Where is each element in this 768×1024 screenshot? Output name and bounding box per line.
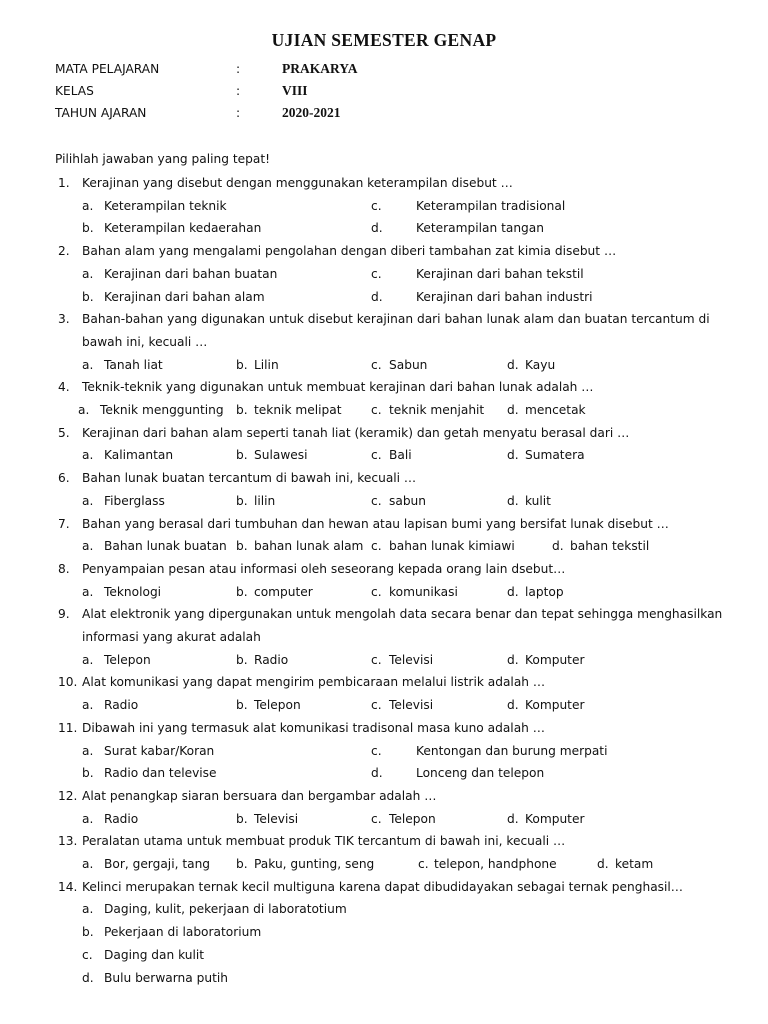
question-text: Peralatan utama untuk membuat produk TIK tercantum di bawah ini, kecuali … <box>82 834 566 849</box>
question-number: 4. <box>58 380 70 395</box>
option-text: telepon, handphone <box>434 857 557 871</box>
option-letter: d. <box>507 357 519 372</box>
option-letter: d. <box>507 811 519 826</box>
question-text: Alat komunikasi yang dapat mengirim pembicaraan melalui listrik adalah … <box>82 675 546 690</box>
option-text: teknik melipat <box>254 403 342 417</box>
question-text: Kelinci merupakan ternak kecil multiguna karena dapat dibudidayakan sebagai ternak penghasil… <box>82 879 683 894</box>
option-letter: b. <box>236 584 248 599</box>
option-text: Keterampilan tangan <box>416 221 544 236</box>
meta-colon: : <box>236 62 241 76</box>
option-text: Keterampilan tradisional <box>416 198 566 213</box>
meta-value: VIII <box>282 83 308 98</box>
option-letter: a. <box>82 902 94 917</box>
option-text: Sabun <box>389 357 428 372</box>
option-letter: d. <box>507 698 519 713</box>
option-letter: c. <box>82 947 93 962</box>
question-number: 6. <box>58 471 70 486</box>
option-text: Televisi <box>389 698 434 713</box>
option-text: Telepon <box>254 698 301 713</box>
option-letter: d. <box>507 448 519 463</box>
question-number: 12. <box>58 788 78 803</box>
option-text: Sumatera <box>525 448 585 463</box>
option-text: Bulu berwarna putih <box>104 970 228 985</box>
option-letter: a. <box>82 811 94 826</box>
option-letter: c. <box>371 266 382 281</box>
option-text: bahan lunak alam <box>254 539 364 554</box>
question-text: Teknik-teknik yang digunakan untuk membuat kerajinan dari bahan lunak adalah … <box>82 380 594 395</box>
option-letter: c. <box>371 698 382 713</box>
question-text: informasi yang akurat adalah <box>82 630 261 644</box>
question-text: Bahan alam yang mengalami pengolahan dengan diberi tambahan zat kimia disebut … <box>82 244 617 259</box>
exam-title: UJIAN SEMESTER GENAP <box>271 30 497 50</box>
option-text: kulit <box>525 493 551 508</box>
option-letter: a. <box>82 357 94 372</box>
option-letter: c. <box>371 584 382 599</box>
option-letter: a. <box>78 403 90 417</box>
question-text: Kerajinan dari bahan alam seperti tanah liat (keramik) dan getah menyatu berasal dari … <box>82 425 630 440</box>
option-text: Sulawesi <box>254 448 308 463</box>
option-letter: b. <box>236 811 248 826</box>
question-number: 9. <box>58 607 70 622</box>
question-text: Kerajinan yang disebut dengan menggunakan keterampilan disebut … <box>82 176 513 190</box>
option-text: Radio <box>104 811 139 826</box>
meta-value: PRAKARYA <box>282 61 358 76</box>
meta-label: MATA PELAJARAN <box>55 62 160 76</box>
option-letter: c. <box>371 448 382 463</box>
option-letter: d. <box>371 221 383 236</box>
option-text: Teknik menggunting <box>100 403 224 417</box>
question-number: 5. <box>58 425 70 440</box>
option-letter: a. <box>82 266 94 281</box>
meta-value: 2020-2021 <box>282 105 341 120</box>
option-letter: b. <box>236 857 248 871</box>
option-letter: b. <box>236 698 248 713</box>
option-letter: a. <box>82 652 94 667</box>
question-number: 11. <box>58 720 78 735</box>
option-text: Keterampilan kedaerahan <box>104 221 262 236</box>
option-text: laptop <box>525 584 564 599</box>
meta-label: TAHUN AJARAN <box>55 106 147 120</box>
option-letter: c. <box>371 652 382 667</box>
option-letter: b. <box>82 289 94 304</box>
option-text: mencetak <box>525 403 586 417</box>
option-text: Bahan lunak buatan <box>104 539 227 554</box>
option-text: bahan tekstil <box>570 539 650 554</box>
option-text: Bali <box>389 448 412 463</box>
option-text: Telepon <box>389 811 436 826</box>
option-text: Televisi <box>389 652 434 667</box>
option-letter: b. <box>82 925 94 940</box>
question-text: Alat elektronik yang dipergunakan untuk mengolah data secara benar dan tepat sehingga menghasilkan <box>82 607 723 622</box>
question-text: Bahan yang berasal dari tumbuhan dan hewan atau lapisan bumi yang bersifat lunak disebut … <box>82 516 669 531</box>
option-text: Teknologi <box>104 584 162 599</box>
question-number: 14. <box>58 879 78 894</box>
option-text: Lonceng dan telepon <box>416 766 545 781</box>
option-text: Radio <box>254 652 289 667</box>
option-letter: a. <box>82 743 94 758</box>
option-letter: d. <box>507 652 519 667</box>
option-letter: b. <box>236 493 248 508</box>
option-letter: b. <box>82 766 94 781</box>
option-letter: b. <box>236 448 248 463</box>
option-text: Kerajinan dari bahan alam <box>104 289 265 304</box>
option-text: Kalimantan <box>104 448 174 463</box>
question-number: 8. <box>58 561 70 576</box>
question-number: 2. <box>58 244 70 259</box>
option-text: Bor, gergaji, tang <box>104 857 211 871</box>
question-number: 13. <box>58 834 78 849</box>
option-text: Komputer <box>525 652 585 667</box>
option-letter: c. <box>371 357 382 372</box>
option-letter: a. <box>82 448 94 463</box>
option-letter: c. <box>371 539 382 554</box>
option-letter: b. <box>82 221 94 236</box>
option-text: Radio <box>104 698 139 713</box>
option-text: Fiberglass <box>104 493 165 508</box>
option-text: Televisi <box>254 811 299 826</box>
option-text: Keterampilan teknik <box>104 198 227 213</box>
option-text: Radio dan televise <box>104 766 217 781</box>
option-text: Kerajinan dari bahan tekstil <box>416 266 584 281</box>
option-letter: c. <box>371 743 382 758</box>
option-text: lilin <box>254 493 276 508</box>
option-text: Paku, gunting, seng <box>254 857 375 871</box>
question-text: Penyampaian pesan atau informasi oleh seseorang kepada orang lain dsebut… <box>82 561 566 576</box>
option-text: Telepon <box>104 652 151 667</box>
option-text: Kerajinan dari bahan industri <box>416 289 593 304</box>
option-text: Daging dan kulit <box>104 947 205 962</box>
question-number: 7. <box>58 516 70 531</box>
option-letter: d. <box>371 289 383 304</box>
option-letter: b. <box>236 652 248 667</box>
option-text: Komputer <box>525 811 585 826</box>
instruction-text: Pilihlah jawaban yang paling tepat! <box>55 152 270 166</box>
question-text: Bahan-bahan yang digunakan untuk disebut kerajinan dari bahan lunak alam dan buatan tercantum di <box>82 312 710 327</box>
option-letter: b. <box>236 539 248 554</box>
option-text: Tanah liat <box>104 357 163 372</box>
option-letter: d. <box>507 403 519 417</box>
meta-colon: : <box>236 106 241 120</box>
option-letter: a. <box>82 698 94 713</box>
question-text: Bahan lunak buatan tercantum di bawah ini, kecuali … <box>82 471 417 486</box>
option-text: Kerajinan dari bahan buatan <box>104 266 278 281</box>
option-letter: d. <box>507 584 519 599</box>
meta-colon: : <box>236 84 241 98</box>
option-letter: a. <box>82 539 94 554</box>
option-text: computer <box>254 584 313 599</box>
option-letter: c. <box>371 403 382 417</box>
option-letter: a. <box>82 198 94 213</box>
option-text: bahan lunak kimiawi <box>389 539 515 554</box>
question-number: 3. <box>58 312 70 327</box>
option-text: Komputer <box>525 698 585 713</box>
question-text: Alat penangkap siaran bersuara dan bergambar adalah … <box>82 788 437 803</box>
option-letter: d. <box>552 539 564 554</box>
option-letter: d. <box>507 493 519 508</box>
option-text: komunikasi <box>389 584 458 599</box>
option-text: Kayu <box>525 357 556 372</box>
option-letter: b. <box>236 403 248 417</box>
option-text: sabun <box>389 493 427 508</box>
option-letter: a. <box>82 584 94 599</box>
option-letter: a. <box>82 493 94 508</box>
option-letter: c. <box>418 857 429 871</box>
question-text: Dibawah ini yang termasuk alat komunikasi tradisonal masa kuno adalah … <box>82 720 545 735</box>
question-text: bawah ini, kecuali … <box>82 334 208 349</box>
option-letter: c. <box>371 198 382 213</box>
option-text: Daging, kulit, pekerjaan di laboratotium <box>104 902 347 917</box>
option-letter: c. <box>371 811 382 826</box>
meta-label: KELAS <box>55 84 94 98</box>
option-text: Surat kabar/Koran <box>104 743 215 758</box>
option-letter: c. <box>371 493 382 508</box>
option-text: ketam <box>615 857 654 871</box>
option-letter: d. <box>82 970 94 985</box>
question-number: 1. <box>58 176 70 190</box>
option-letter: b. <box>236 357 248 372</box>
option-letter: d. <box>371 766 383 781</box>
option-text: teknik menjahit <box>389 403 485 417</box>
option-text: Lilin <box>254 357 279 372</box>
option-letter: a. <box>82 857 94 871</box>
option-letter: d. <box>597 857 609 871</box>
option-text: Pekerjaan di laboratorium <box>104 925 262 940</box>
option-text: Kentongan dan burung merpati <box>416 743 608 758</box>
question-number: 10. <box>58 675 78 690</box>
